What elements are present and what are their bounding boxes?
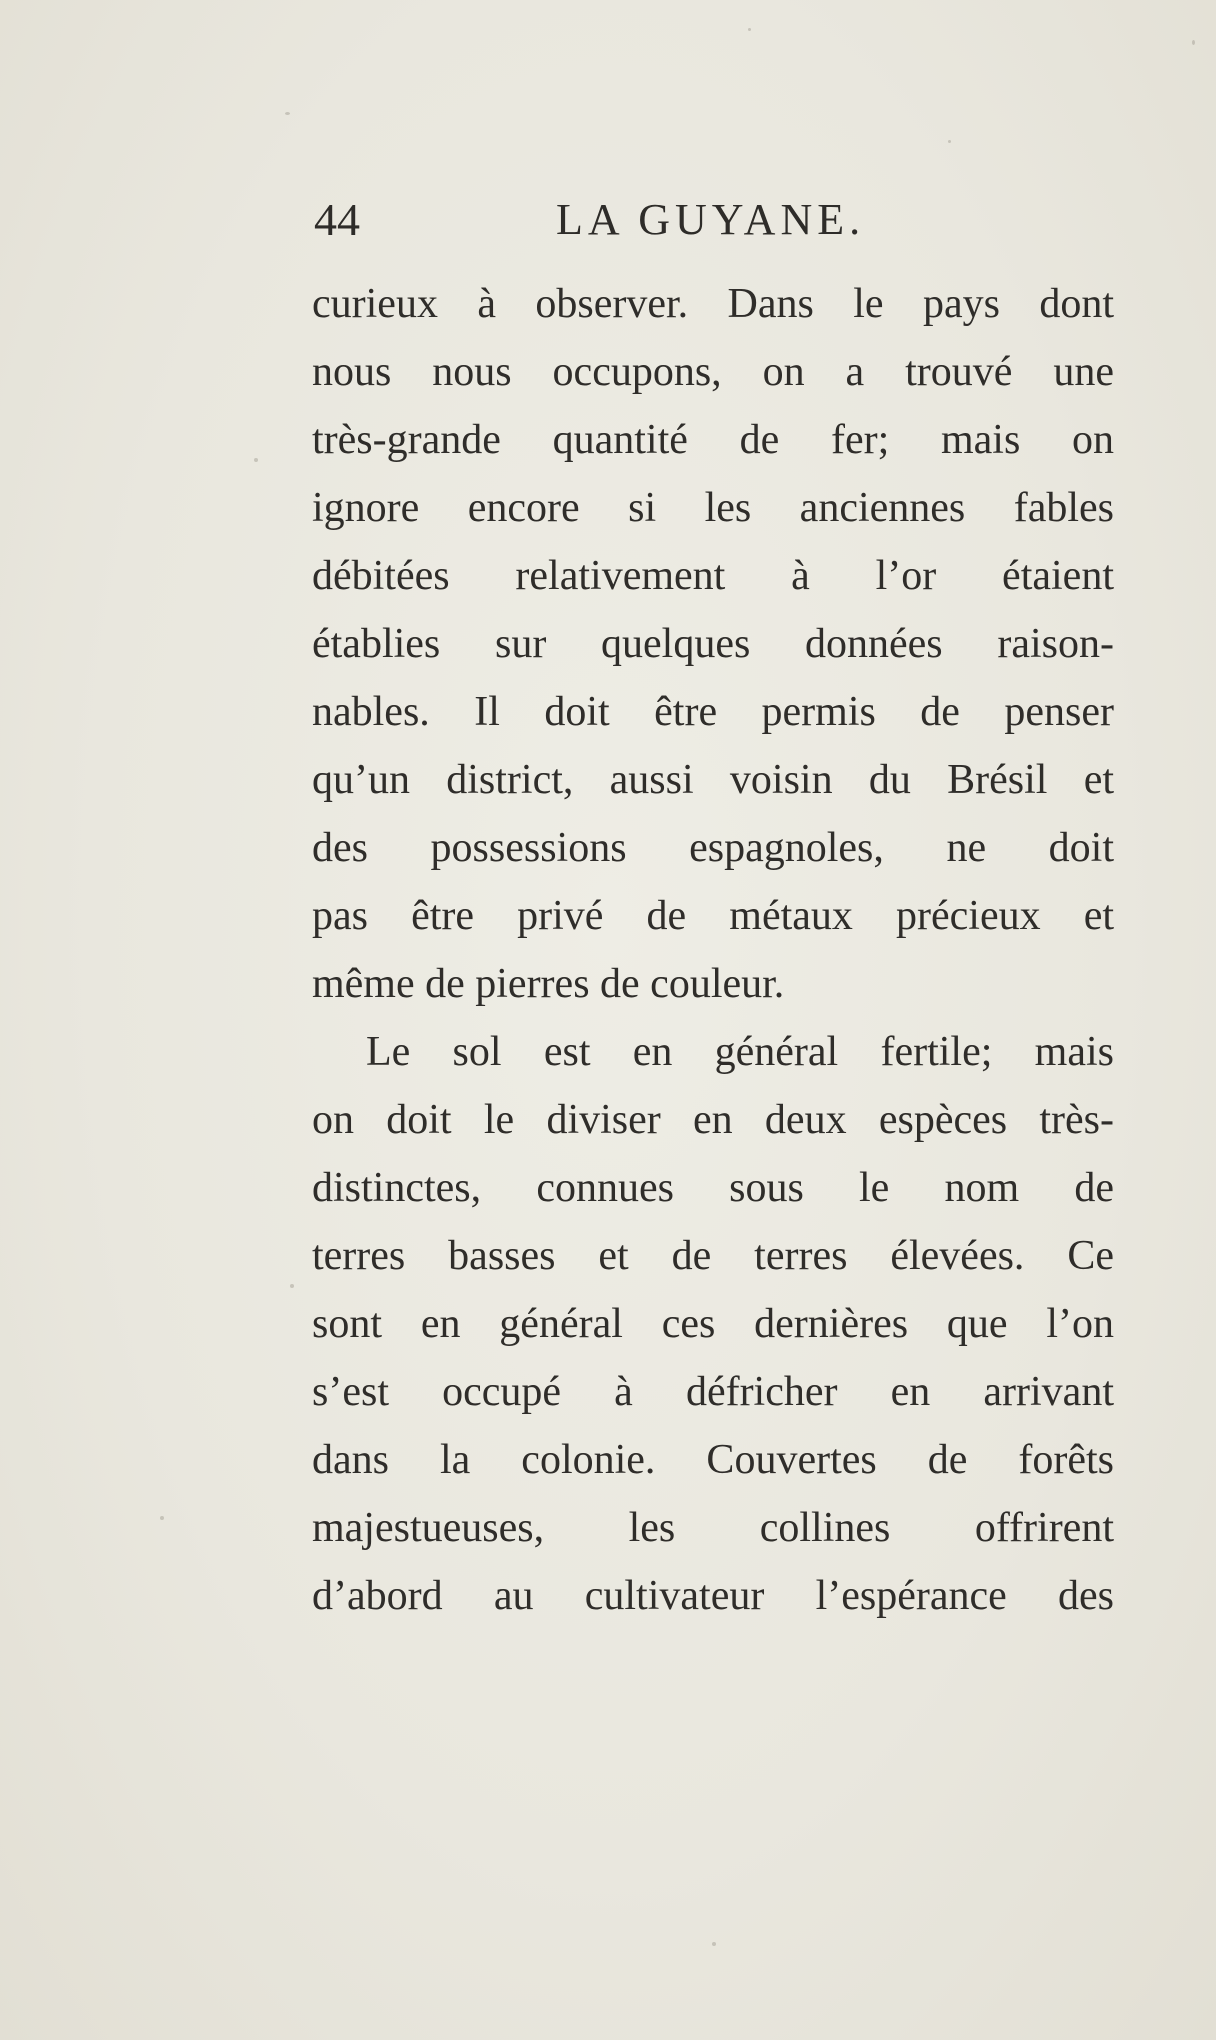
- text-line: qu’un district, aussi voisin du Brésil et: [312, 757, 1114, 803]
- paper-speck: [290, 1284, 294, 1288]
- paragraph-first-line: Le sol est en général fertile; mais: [366, 1029, 1114, 1075]
- text-line: même de pierres de couleur.: [312, 961, 785, 1007]
- text-line: très-grande quantité de fer; mais on: [312, 417, 1114, 463]
- text-line: des possessions espagnoles, ne doit: [312, 825, 1114, 871]
- text-line: curieux à observer. Dans le pays dont: [312, 281, 1114, 327]
- text-line: pas être privé de métaux précieux et: [312, 893, 1114, 939]
- paper-speck: [285, 112, 290, 115]
- paper-speck: [948, 140, 951, 143]
- page-header: [314, 190, 1114, 250]
- paper-speck: [712, 1942, 716, 1946]
- text-line: ignore encore si les anciennes fables: [312, 485, 1114, 531]
- text-line: dans la colonie. Couvertes de forêts: [312, 1437, 1114, 1483]
- paper-speck: [1192, 40, 1195, 45]
- paper-speck: [254, 458, 258, 462]
- text-line: d’abord au cultivateur l’espérance des: [312, 1573, 1114, 1619]
- text-line: s’est occupé à défricher en arrivant: [312, 1369, 1114, 1415]
- text-line: sont en général ces dernières que l’on: [312, 1301, 1114, 1347]
- body-text: [312, 270, 1114, 1630]
- text-line: débitées relativement à l’or étaient: [312, 553, 1114, 599]
- text-line: nables. Il doit être permis de penser: [312, 689, 1114, 735]
- text-line: établies sur quelques données raison-: [312, 621, 1114, 667]
- text-line: nous nous occupons, on a trouvé une: [312, 349, 1114, 395]
- running-title: LA GUYANE.: [556, 195, 866, 244]
- text-line: on doit le diviser en deux espèces très-: [312, 1097, 1114, 1143]
- paper-speck: [160, 1516, 164, 1520]
- text-line: terres basses et de terres élevées. Ce: [312, 1233, 1114, 1279]
- text-line: majestueuses, les collines offrirent: [312, 1505, 1114, 1551]
- page-number: 44: [314, 194, 360, 245]
- paper-speck: [748, 28, 751, 31]
- text-line: distinctes, connues sous le nom de: [312, 1165, 1114, 1211]
